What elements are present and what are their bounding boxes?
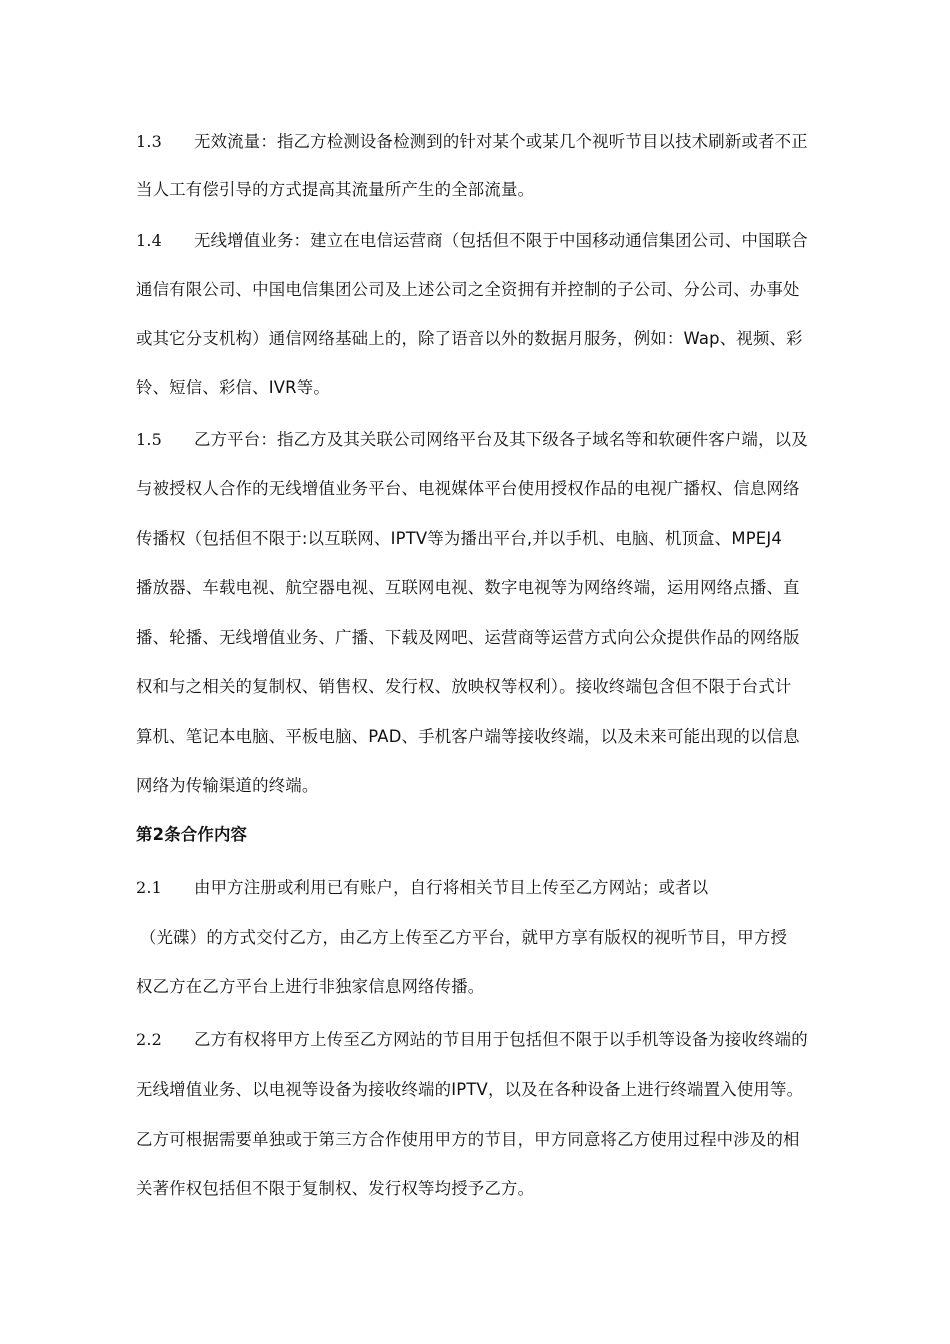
clause-1-3-line-2: 当人工有偿引导的方式提高其流量所产生的全部流量。 [136,180,535,199]
clause-1-4-line-3: 或其它分支机构）通信网络基础上的，除了语音以外的数据月服务，例如：Wap、视频、彩 [136,329,803,348]
clause-1-3-line-1 [136,130,836,154]
article-2-heading: 第2条合作内容 [136,825,248,844]
clause-1-4-line-2: 通信有限公司、中国电信集团公司及上述公司之全资拥有并控制的子公司、分公司、办事处 [136,280,800,299]
clause-1-5-line-5: 播、轮播、无线增值业务、广播、下载及网吧、运营商等运营方式向公众提供作品的网络版 [136,628,800,647]
clause-number: 1.3 [136,132,163,151]
clause-text: 乙方平台：指乙方及其关联公司网络平台及其下级各子域名等和软硬件客户端，以及 [194,430,808,449]
clause-1-5-line-4: 播放器、车载电视、航空器电视、互联网电视、数字电视等为网络终端，运用网络点播、直 [136,578,800,597]
clause-1-5-line-7: 算机、笔记本电脑、平板电脑、PAD、手机客户端等接收终端，以及未来可能出现的以信息 [136,727,800,746]
clause-number: 1.4 [136,231,163,250]
clause-1-5-line-6: 权和与之相关的复制权、销售权、发行权、放映权等权利）。接收终端包含但不限于台式计 [136,677,792,696]
clause-2-2-line-2: 无线增值业务、以电视等设备为接收终端的IPTV，以及在各种设备上进行终端置入使用等。 [136,1080,804,1099]
clause-text: 由甲方注册或利用已有账户，自行将相关节目上传至乙方网站；或者以 [194,878,709,897]
clause-1-5-line-1 [136,428,836,452]
clause-2-1-line-3: 权乙方在乙方平台上进行非独家信息网络传播。 [136,977,485,996]
clause-number: 2.2 [136,1030,163,1049]
clause-text: 无线增值业务：建立在电信运营商（包括但不限于中国移动通信集团公司、中国联合 [194,231,808,250]
clause-1-5-line-8: 网络为传输渠道的终端。 [136,776,319,795]
clause-2-2-line-4: 关著作权包括但不限于复制权、发行权等均授予乙方。 [136,1179,535,1198]
clause-2-2-line-3: 乙方可根据需要单独或于第三方合作使用甲方的节目，甲方同意将乙方使用过程中涉及的相 [136,1130,800,1149]
clause-number: 2.1 [136,878,163,897]
clause-2-2-line-1 [136,1028,836,1052]
clause-1-4-line-4: 铃、短信、彩信、IVR等。 [136,378,330,397]
clause-2-1-line-2: （光碟）的方式交付乙方，由乙方上传至乙方平台，就甲方享有版权的视听节目，甲方授 [140,928,788,947]
clause-text: 乙方有权将甲方上传至乙方网站的节目用于包括但不限于以手机等设备为接收终端的 [194,1030,808,1049]
clause-1-5-line-3: 传播权（包括但不限于:以互联网、IPTV等为播出平台,并以手机、电脑、机顶盒、MPEJ4 [136,529,783,548]
clause-1-4-line-1 [136,229,836,253]
clause-number: 1.5 [136,430,163,449]
clause-2-1-line-1 [136,876,836,900]
clause-text: 无效流量：指乙方检测设备检测到的针对某个或某几个视听节目以技术刷新或者不正 [194,132,808,151]
clause-1-5-line-2: 与被授权人合作的无线增值业务平台、电视媒体平台使用授权作品的电视广播权、信息网络 [136,479,800,498]
